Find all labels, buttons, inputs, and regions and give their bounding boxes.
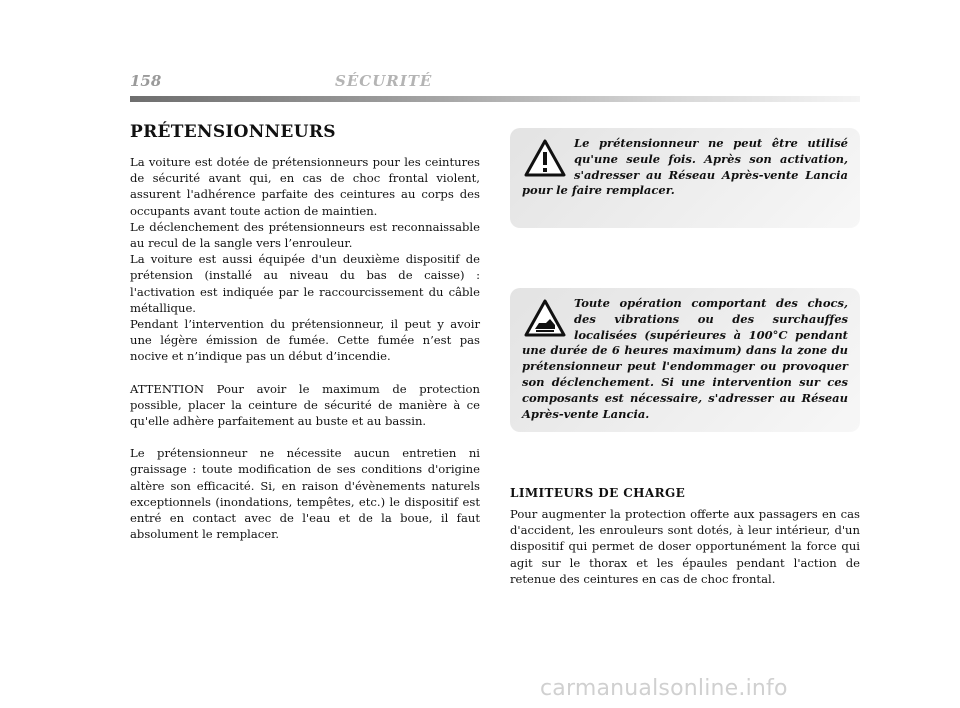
- right-column: [510, 128, 860, 587]
- paragraph-load-limiters: Pour augmenter la protection offerte aux passagers en cas d'accident, les enrouleurs sont dotés, à leur intérieur, d'un dispositif qui permet de doser opportunément la force qui agit sur le thorax et les épaules pendant l'action de retenue des ceintures en cas de choc frontal.: [510, 507, 860, 586]
- watermark-text: carmanualsonline.info: [540, 676, 788, 701]
- warning-text-single-use: Le prétensionneur ne peut être utilisé qu'une seule fois. Après son activation, s'adresser au Réseau Après-vente Lancia pour le faire remplacer.: [522, 136, 848, 198]
- page-header: [130, 72, 860, 106]
- paragraph-smoke: Pendant l’intervention du prétensionneur, il peut y avoir une légère émission de fumée. Cette fumée n’est pas nocive et n’indique pas un début d’incendie.: [130, 317, 480, 364]
- paragraph-intro: La voiture est dotée de prétensionneurs pour les ceintures de sécurité avant qui, en cas de choc frontal violent, assurent l'adhérence parfaite des ceintures au corps des occupants avant toute action de maintien.: [130, 155, 480, 218]
- paragraph-second-device: La voiture est aussi équipée d'un deuxième dispositif de prétension (installé au niveau du bas de caisse) : l'activation est indiquée par le raccourcissement du câble métallique.: [130, 252, 480, 315]
- warning-box-damage: [510, 288, 860, 432]
- header-divider: [130, 96, 860, 102]
- page-number: 158: [130, 72, 162, 90]
- section-title: SÉCURITÉ: [335, 72, 433, 90]
- warning-text-damage: Toute opération comportant des chocs, des vibrations ou des surchauffes localisées (supérieures à 100°C pendant une durée de 6 heures maximum) dans la zone du prétensionneur peut l'endommager ou provoquer son déclenchement. Si une intervention sur ces composants est nécessaire, s'adresser au Réseau Après-vente Lancia.: [522, 296, 848, 421]
- paragraph-attention: ATTENTION Pour avoir le maximum de protection possible, placer la ceinture de sécurité de manière à ce qu'elle adhère parfaitement au buste et au bassin.: [130, 381, 480, 429]
- warning-box-single-use: [510, 128, 860, 228]
- paragraph-trigger: Le déclenchement des prétensionneurs est reconnaissable au recul de la sangle vers l’enrouleur.: [130, 219, 480, 251]
- subsection-heading: LIMITEURS DE CHARGE: [510, 486, 686, 500]
- left-column: [130, 122, 480, 542]
- paragraph-maintenance: Le prétensionneur ne nécessite aucun entretien ni graissage : toute modification de ses conditions d'origine altère son efficacité. Si, en raison d'évènements naturels exceptionnels (inondations, tempêtes, etc.) le dispositif est entré en contact avec de l'eau et de la boue, il faut absolument le remplacer.: [130, 446, 480, 542]
- warning-triangle-icon: [524, 138, 566, 178]
- damage-warning-icon: [524, 298, 566, 338]
- section-heading: PRÉTENSIONNEURS: [130, 122, 336, 142]
